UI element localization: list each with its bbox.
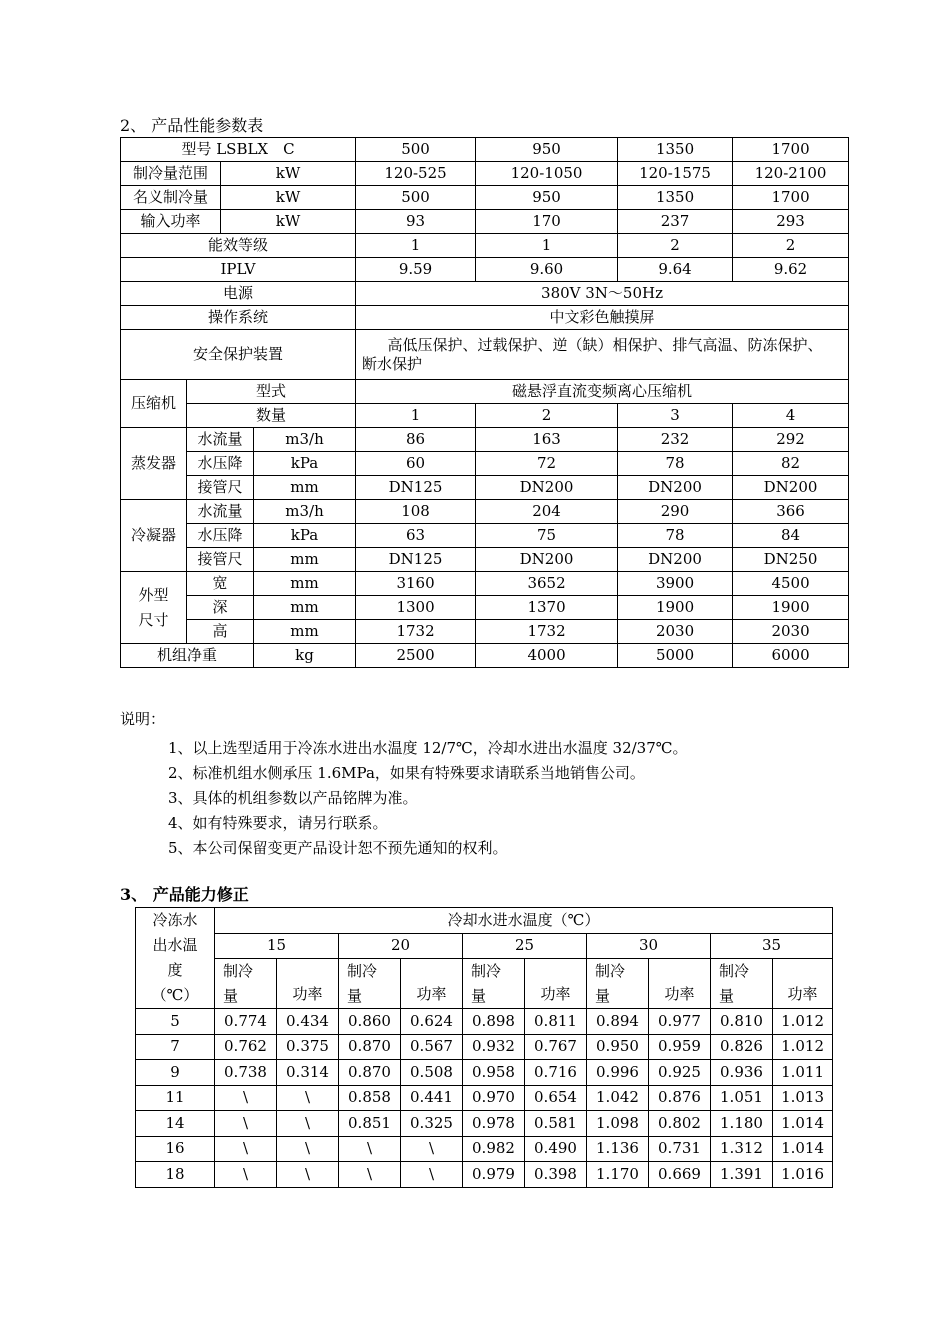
sub-header-text: 量 <box>719 986 735 1005</box>
os-row <box>121 306 849 330</box>
value-cell: 63 <box>356 524 476 548</box>
value-cell: 1.014 <box>773 1111 833 1137</box>
row-label: 高 <box>187 620 254 644</box>
temp-cell: 7 <box>136 1034 215 1060</box>
temp-header: 25 <box>463 933 587 959</box>
value-cell: 4500 <box>733 572 849 596</box>
sub-header-cooling <box>339 959 401 1009</box>
value-cell: 0.624 <box>401 1009 463 1035</box>
row-header-line: 冷冻水 <box>152 911 198 929</box>
value-cell: \ <box>215 1085 277 1111</box>
value-cell: 1.016 <box>773 1162 833 1188</box>
value-cell: 86 <box>356 428 476 452</box>
row-label: 水流量 <box>187 428 254 452</box>
temp-header: 30 <box>587 933 711 959</box>
row-label: IPLV <box>121 258 356 282</box>
value-cell: 0.959 <box>649 1034 711 1060</box>
notes-label: 说明： <box>120 710 166 728</box>
row-label: 机组净重 <box>121 644 254 668</box>
model-cell: 1700 <box>733 138 849 162</box>
row-label: 数量 <box>187 404 356 428</box>
value-cell: 0.978 <box>463 1111 525 1137</box>
value-cell: 0.398 <box>525 1162 587 1188</box>
safety-row <box>121 330 849 380</box>
sub-header-cooling <box>711 959 773 1009</box>
correction-table <box>135 907 833 1188</box>
model-cell: 1350 <box>618 138 733 162</box>
value-cell: 3 <box>618 404 733 428</box>
value-cell: 82 <box>733 452 849 476</box>
value-cell: 0.925 <box>649 1060 711 1086</box>
value-cell: 1.014 <box>773 1136 833 1162</box>
value-cell: 1900 <box>733 596 849 620</box>
value-cell: 120-1050 <box>476 162 618 186</box>
row-label: 水流量 <box>187 500 254 524</box>
section-2-heading: 2、 产品性能参数表 <box>120 116 264 135</box>
sub-header-text: 量 <box>223 986 239 1005</box>
value-cell: 0.932 <box>463 1034 525 1060</box>
unit-cell: mm <box>254 596 356 620</box>
row-label: 水压降 <box>187 524 254 548</box>
value-cell: 75 <box>476 524 618 548</box>
value-cell: 0.810 <box>711 1009 773 1035</box>
value-cell: 0.950 <box>587 1034 649 1060</box>
value-cell: DN200 <box>733 476 849 500</box>
row-label: 接管尺 <box>187 476 254 500</box>
sub-header-text: 量 <box>471 986 487 1005</box>
value-cell: 1.011 <box>773 1060 833 1086</box>
value-cell: 9.60 <box>476 258 618 282</box>
row-label: 深 <box>187 596 254 620</box>
note-item: 1、以上选型适用于冷冻水进出水温度 12/7℃，冷却水进出水温度 32/37℃。 <box>168 739 688 757</box>
value-cell: DN250 <box>733 548 849 572</box>
condenser-label: 冷凝器 <box>121 500 187 572</box>
unit-cell: kW <box>221 210 356 234</box>
value-cell: DN125 <box>356 548 476 572</box>
row-label: 接管尺 <box>187 548 254 572</box>
value-cell: \ <box>339 1136 401 1162</box>
unit-cell: mm <box>254 572 356 596</box>
value-cell: 0.774 <box>215 1009 277 1035</box>
model-label: 型号 LSBLX C <box>121 138 356 162</box>
temp-header: 20 <box>339 933 463 959</box>
value-cell: 0.876 <box>649 1085 711 1111</box>
value-cell: 120-1575 <box>618 162 733 186</box>
row-label: 型式 <box>187 380 356 404</box>
value-cell: 0.826 <box>711 1034 773 1060</box>
sub-header-text: 量 <box>595 986 611 1005</box>
value-cell: \ <box>277 1111 339 1137</box>
input-power-row <box>121 210 849 234</box>
value-cell: 170 <box>476 210 618 234</box>
cooling-range-row <box>121 162 849 186</box>
value-cell: 0.870 <box>339 1060 401 1086</box>
value-cell: 1732 <box>476 620 618 644</box>
sub-header-text: 制冷 <box>595 961 626 980</box>
row-header <box>136 908 215 1009</box>
performance-table <box>120 137 849 668</box>
unit-cell: kPa <box>254 524 356 548</box>
table-row <box>136 1085 833 1111</box>
value-cell: 0.894 <box>587 1009 649 1035</box>
safety-line-1: 高低压保护、过载保护、逆（缺）相保护、排气高温、防冻保护、 <box>387 335 823 354</box>
evap-drop-row <box>121 452 849 476</box>
unit-cell: m3/h <box>254 428 356 452</box>
model-cell: 500 <box>356 138 476 162</box>
value-cell: 0.441 <box>401 1085 463 1111</box>
value-cell: 1.051 <box>711 1085 773 1111</box>
value-cell: 1900 <box>618 596 733 620</box>
value-cell: 磁悬浮直流变频离心压缩机 <box>356 380 849 404</box>
value-cell: 1732 <box>356 620 476 644</box>
value-cell: 0.767 <box>525 1034 587 1060</box>
compressor-type-row <box>121 380 849 404</box>
value-cell: DN200 <box>476 476 618 500</box>
table-row <box>136 1136 833 1162</box>
value-cell: 1.312 <box>711 1136 773 1162</box>
cond-pipe-row <box>121 548 849 572</box>
dimensions-label-line-1: 外型 <box>138 585 169 604</box>
unit-cell: mm <box>254 620 356 644</box>
notes <box>120 708 688 861</box>
sub-header-cooling <box>463 959 525 1009</box>
safety-line-2: 断水保护 <box>362 354 423 373</box>
value-cell: 293 <box>733 210 849 234</box>
value-cell: 290 <box>618 500 733 524</box>
value-cell: 2030 <box>618 620 733 644</box>
value-cell: 108 <box>356 500 476 524</box>
nominal-cooling-row <box>121 186 849 210</box>
iplv-row <box>121 258 849 282</box>
value-cell: 0.958 <box>463 1060 525 1086</box>
temp-cell: 11 <box>136 1085 215 1111</box>
value-cell: DN200 <box>618 476 733 500</box>
value-cell: 0.802 <box>649 1111 711 1137</box>
compressor-label: 压缩机 <box>121 380 187 428</box>
sub-header-power: 功率 <box>773 959 833 1009</box>
row-label: 操作系统 <box>121 306 356 330</box>
value-cell: 0.738 <box>215 1060 277 1086</box>
value-cell: 0.898 <box>463 1009 525 1035</box>
sub-header-text: 制冷 <box>719 961 750 980</box>
row-label: 宽 <box>187 572 254 596</box>
dimensions-label <box>121 572 187 644</box>
value-cell: \ <box>215 1111 277 1137</box>
value-cell: 120-525 <box>356 162 476 186</box>
value-cell: 0.811 <box>525 1009 587 1035</box>
power-supply-row <box>121 282 849 306</box>
value-cell: 1.013 <box>773 1085 833 1111</box>
row-header-line: （℃） <box>151 986 199 1004</box>
value-cell: 0.669 <box>649 1162 711 1188</box>
value-cell: 3652 <box>476 572 618 596</box>
value-cell: 2500 <box>356 644 476 668</box>
note-item: 5、本公司保留变更产品设计恕不预先通知的权利。 <box>168 839 508 857</box>
correction-header-row-2 <box>136 933 833 959</box>
value-cell: 1.170 <box>587 1162 649 1188</box>
value-cell: \ <box>277 1085 339 1111</box>
evaporator-label: 蒸发器 <box>121 428 187 500</box>
weight-row <box>121 644 849 668</box>
value-cell: 0.870 <box>339 1034 401 1060</box>
value-cell: 5000 <box>618 644 733 668</box>
value-cell: 0.858 <box>339 1085 401 1111</box>
value-cell: 0.970 <box>463 1085 525 1111</box>
value-cell: 0.654 <box>525 1085 587 1111</box>
correction-header-row-1 <box>136 908 833 934</box>
table-row <box>136 1111 833 1137</box>
value-cell: 1 <box>356 234 476 258</box>
table-row <box>136 1060 833 1086</box>
value-cell: 380V 3N～50Hz <box>356 282 849 306</box>
temp-cell: 9 <box>136 1060 215 1086</box>
note-item: 4、如有特殊要求，请另行联系。 <box>168 814 388 832</box>
value-cell: 中文彩色触摸屏 <box>356 306 849 330</box>
sub-header-power: 功率 <box>525 959 587 1009</box>
value-cell: 0.977 <box>649 1009 711 1035</box>
value-cell: \ <box>277 1162 339 1188</box>
value-cell: 1.391 <box>711 1162 773 1188</box>
row-header-line: 度 <box>167 961 183 979</box>
value-cell: 1300 <box>356 596 476 620</box>
value-cell: 6000 <box>733 644 849 668</box>
sub-header-text: 量 <box>347 986 363 1005</box>
row-label: 能效等级 <box>121 234 356 258</box>
unit-cell: m3/h <box>254 500 356 524</box>
value-cell: 232 <box>618 428 733 452</box>
row-label: 名义制冷量 <box>121 186 221 210</box>
value-cell: 78 <box>618 524 733 548</box>
sub-header-text: 制冷 <box>471 961 502 980</box>
value-cell: 0.762 <box>215 1034 277 1060</box>
unit-cell: kPa <box>254 452 356 476</box>
value-cell: 78 <box>618 452 733 476</box>
temp-header: 35 <box>711 933 833 959</box>
value-cell: 2 <box>733 234 849 258</box>
value-cell: 500 <box>356 186 476 210</box>
value-cell: 0.314 <box>277 1060 339 1086</box>
value-cell: 3900 <box>618 572 733 596</box>
temp-header: 15 <box>215 933 339 959</box>
value-cell: 4000 <box>476 644 618 668</box>
value-cell: 2 <box>618 234 733 258</box>
value-cell: 163 <box>476 428 618 452</box>
value-cell: 0.996 <box>587 1060 649 1086</box>
value-cell: 1.012 <box>773 1009 833 1035</box>
cond-drop-row <box>121 524 849 548</box>
section-3-heading: 3、 产品能力修正 <box>120 885 249 904</box>
value-cell: 1.042 <box>587 1085 649 1111</box>
value-cell: 366 <box>733 500 849 524</box>
cond-flow-row <box>121 500 849 524</box>
unit-cell: kW <box>221 186 356 210</box>
row-header-line: 出水温 <box>152 936 198 954</box>
value-cell: \ <box>215 1162 277 1188</box>
compressor-count-row <box>121 404 849 428</box>
table-row <box>136 1034 833 1060</box>
value-cell: 2030 <box>733 620 849 644</box>
dim-width-row <box>121 572 849 596</box>
value-cell: 2 <box>476 404 618 428</box>
value-cell: 0.731 <box>649 1136 711 1162</box>
sub-header-cooling <box>587 959 649 1009</box>
dim-depth-row <box>121 596 849 620</box>
value-cell: 0.490 <box>525 1136 587 1162</box>
unit-cell: kg <box>254 644 356 668</box>
sub-header-cooling <box>215 959 277 1009</box>
value-cell: 1.012 <box>773 1034 833 1060</box>
row-label: 制冷量范围 <box>121 162 221 186</box>
value-cell: 93 <box>356 210 476 234</box>
value-cell: 0.860 <box>339 1009 401 1035</box>
value-cell: 1.136 <box>587 1136 649 1162</box>
temp-cell: 18 <box>136 1162 215 1188</box>
value-cell: \ <box>401 1162 463 1188</box>
value-cell: 9.59 <box>356 258 476 282</box>
value-cell: 3160 <box>356 572 476 596</box>
temp-cell: 5 <box>136 1009 215 1035</box>
value-cell: 0.851 <box>339 1111 401 1137</box>
value-cell: 0.716 <box>525 1060 587 1086</box>
value-cell: 9.64 <box>618 258 733 282</box>
value-cell: DN200 <box>476 548 618 572</box>
value-cell: \ <box>401 1136 463 1162</box>
value-cell: 950 <box>476 186 618 210</box>
unit-cell: mm <box>254 476 356 500</box>
value-cell: \ <box>215 1136 277 1162</box>
value-cell: 292 <box>733 428 849 452</box>
model-row <box>121 138 849 162</box>
table-row <box>136 1009 833 1035</box>
value-cell: 60 <box>356 452 476 476</box>
value-cell: 0.979 <box>463 1162 525 1188</box>
temp-cell: 14 <box>136 1111 215 1137</box>
evap-flow-row <box>121 428 849 452</box>
note-item: 2、标准机组水侧承压 1.6MPa，如果有特殊要求请联系当地销售公司。 <box>168 764 645 782</box>
value-cell: 0.567 <box>401 1034 463 1060</box>
value-cell: 1370 <box>476 596 618 620</box>
value-cell: 1 <box>356 404 476 428</box>
value-cell: 0.936 <box>711 1060 773 1086</box>
dim-height-row <box>121 620 849 644</box>
table-row <box>136 1162 833 1188</box>
dimensions-label-line-2: 尺寸 <box>138 610 169 629</box>
row-label: 水压降 <box>187 452 254 476</box>
value-cell: 0.434 <box>277 1009 339 1035</box>
correction-header-row-3 <box>136 959 833 1009</box>
value-cell: \ <box>339 1162 401 1188</box>
value-cell: 0.325 <box>401 1111 463 1137</box>
value-cell: 4 <box>733 404 849 428</box>
value-cell: 120-2100 <box>733 162 849 186</box>
sub-header-power: 功率 <box>277 959 339 1009</box>
value-cell: 84 <box>733 524 849 548</box>
sub-header-text: 制冷 <box>223 961 254 980</box>
temp-cell: 16 <box>136 1136 215 1162</box>
value-cell: \ <box>277 1136 339 1162</box>
value-cell: 1700 <box>733 186 849 210</box>
value-cell: 204 <box>476 500 618 524</box>
note-item: 3、具体的机组参数以产品铭牌为准。 <box>168 789 418 807</box>
value-cell: DN200 <box>618 548 733 572</box>
model-cell: 950 <box>476 138 618 162</box>
value-cell: 1350 <box>618 186 733 210</box>
unit-cell: kW <box>221 162 356 186</box>
value-cell: 72 <box>476 452 618 476</box>
safety-value <box>356 330 849 380</box>
value-cell: 1 <box>476 234 618 258</box>
evap-pipe-row <box>121 476 849 500</box>
row-label: 输入功率 <box>121 210 221 234</box>
value-cell: 0.375 <box>277 1034 339 1060</box>
value-cell: 0.581 <box>525 1111 587 1137</box>
value-cell: DN125 <box>356 476 476 500</box>
value-cell: 0.508 <box>401 1060 463 1086</box>
value-cell: 237 <box>618 210 733 234</box>
sub-header-text: 制冷 <box>347 961 378 980</box>
sub-header-power: 功率 <box>649 959 711 1009</box>
efficiency-row <box>121 234 849 258</box>
col-header: 冷却水进水温度（℃） <box>215 908 833 934</box>
row-label: 安全保护装置 <box>121 330 356 380</box>
value-cell: 0.982 <box>463 1136 525 1162</box>
sub-header-power: 功率 <box>401 959 463 1009</box>
unit-cell: mm <box>254 548 356 572</box>
value-cell: 1.098 <box>587 1111 649 1137</box>
value-cell: 1.180 <box>711 1111 773 1137</box>
row-label: 电源 <box>121 282 356 306</box>
value-cell: 9.62 <box>733 258 849 282</box>
